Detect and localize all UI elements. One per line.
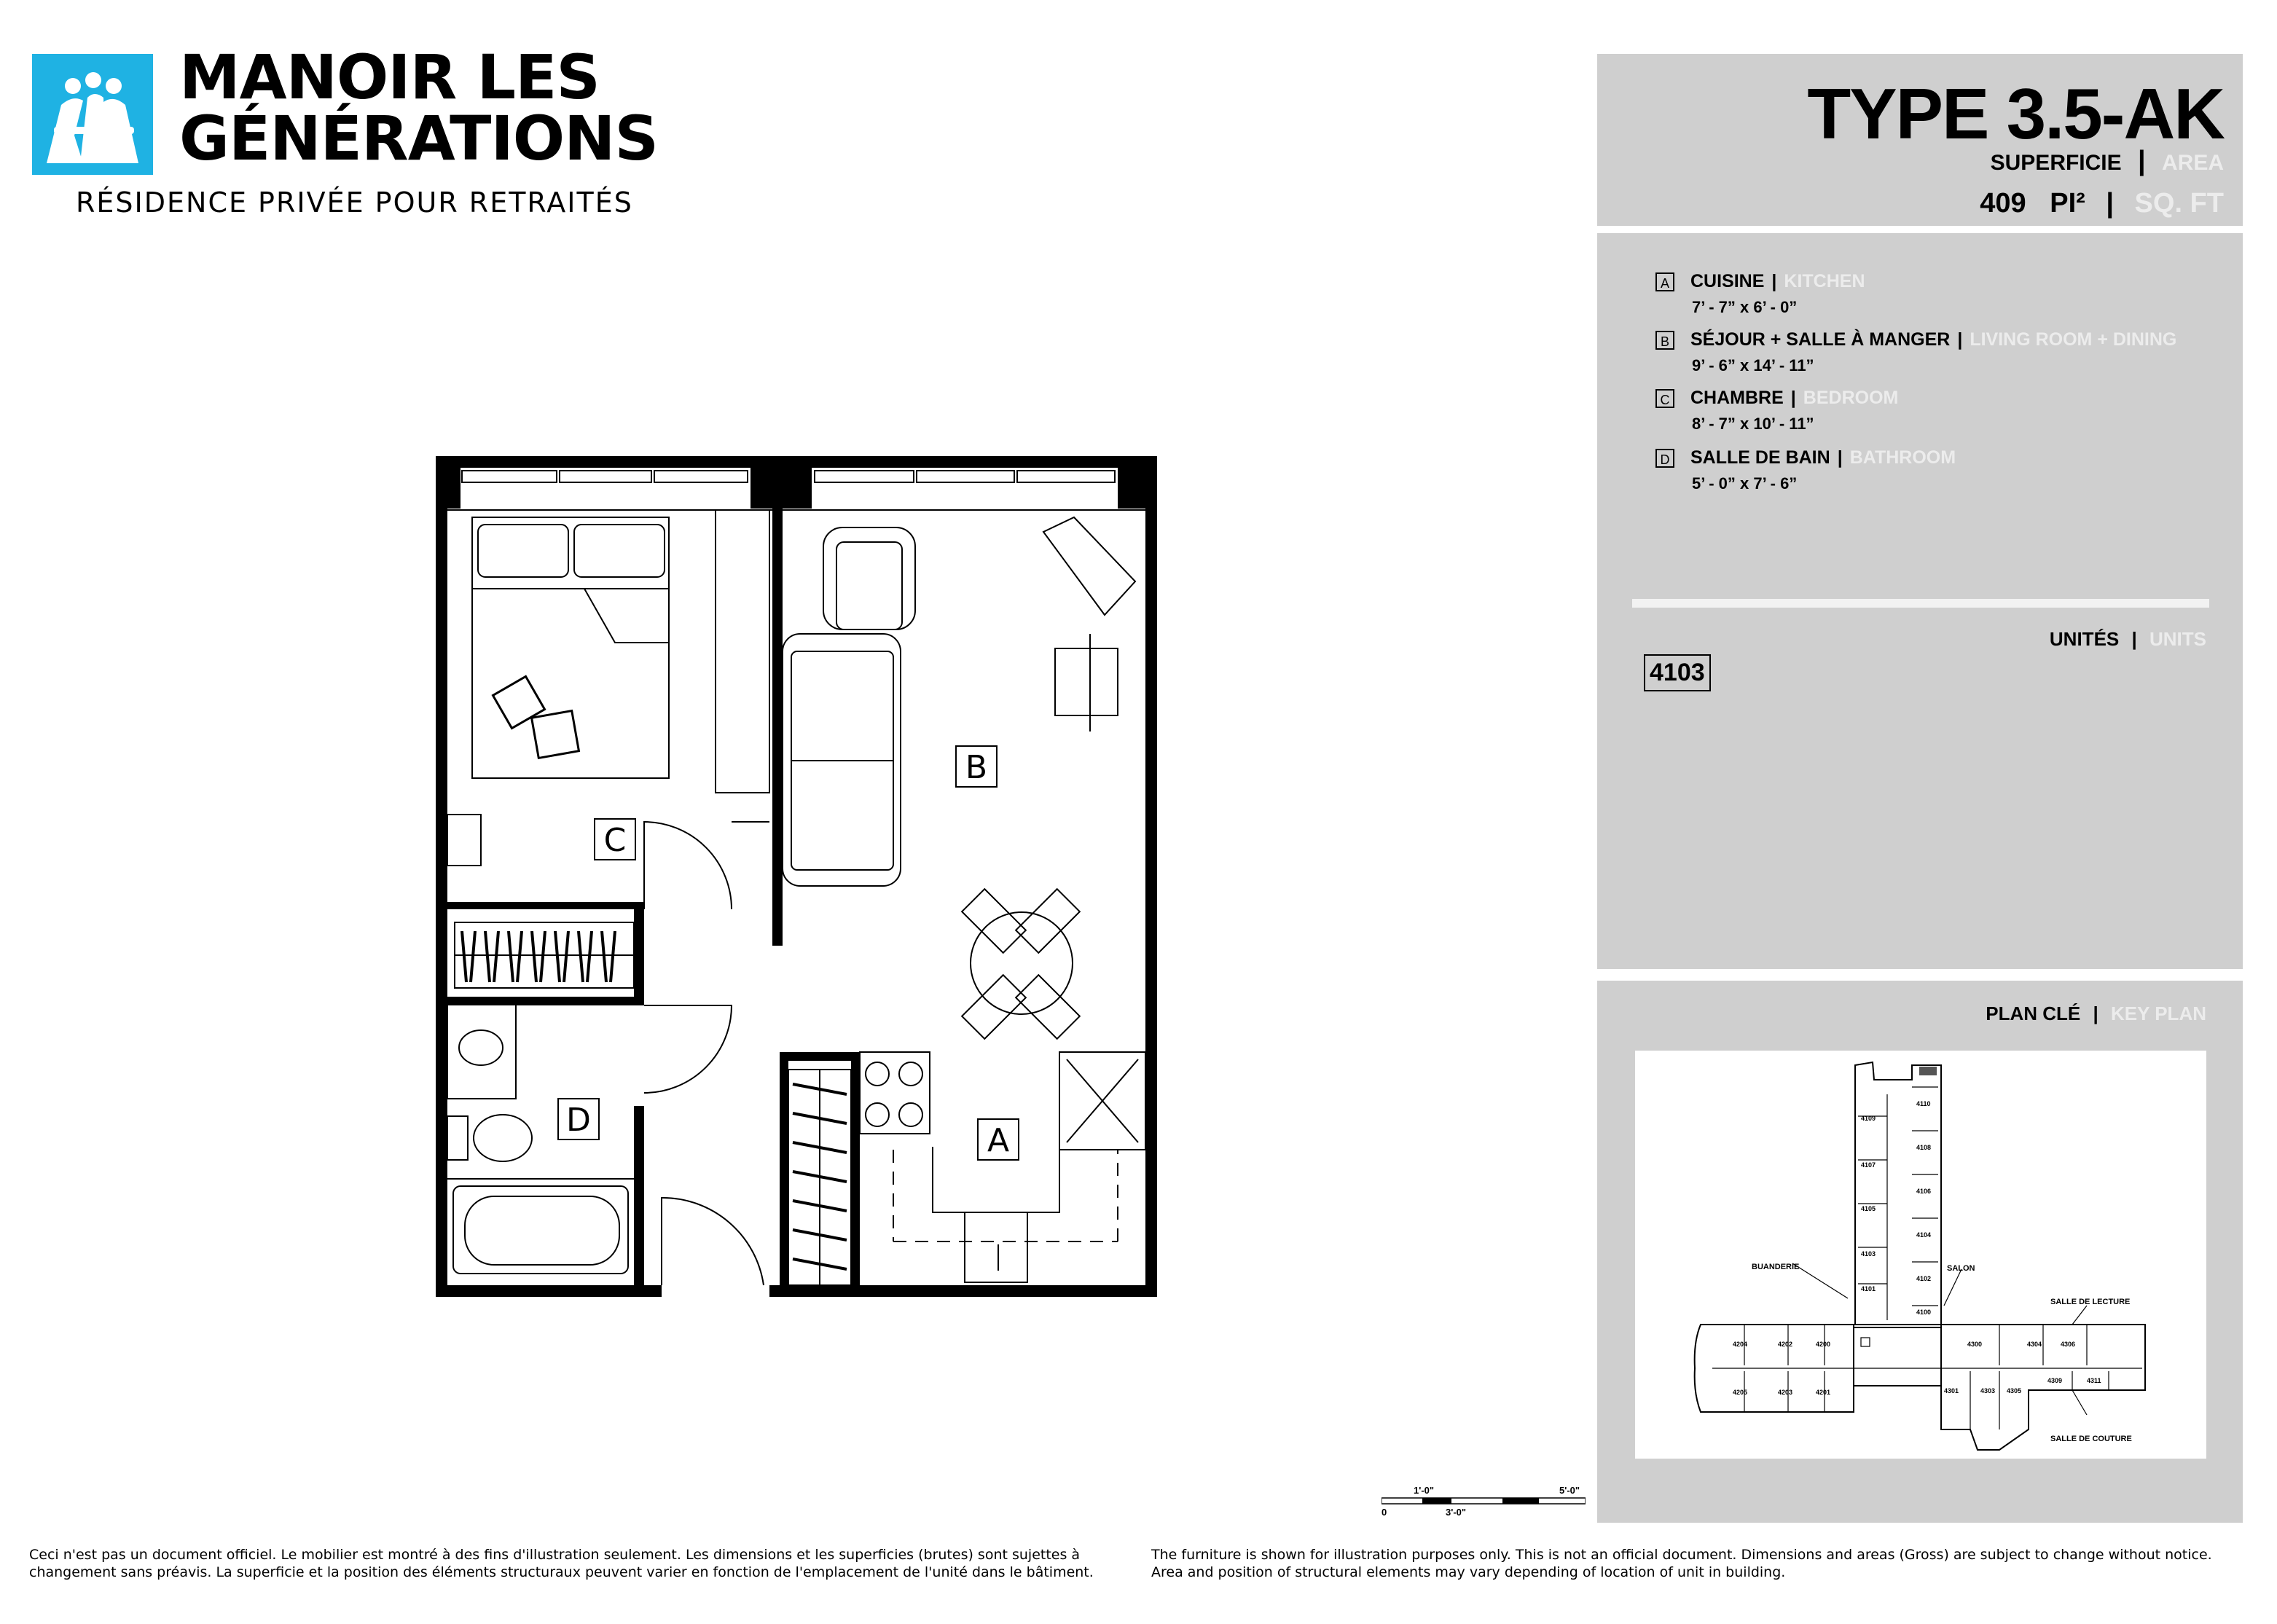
key-unit-4200: 4200 (1816, 1341, 1831, 1348)
key-unit-4102: 4102 (1916, 1275, 1932, 1282)
room-name-en: BEDROOM (1803, 388, 1899, 408)
key-unit-4203: 4203 (1778, 1389, 1793, 1396)
key-label-salon: SALON (1947, 1264, 1975, 1273)
plan-label-d: D (566, 1102, 591, 1139)
scale-bar (1382, 1483, 1586, 1520)
brand-title-line2: GÉNÉRATIONS (179, 103, 658, 174)
area-label: SUPERFICIE | AREA (1990, 146, 2224, 176)
room-dimensions: 5’ - 0” x 7’ - 6” (1692, 474, 1798, 493)
plan-label-b: B (965, 749, 988, 786)
people-logo-icon (32, 54, 153, 175)
key-unit-4311: 4311 (2087, 1377, 2101, 1384)
room-item-living: B SÉJOUR + SALLE À MANGER | LIVING ROOM + DINING 9’ - 6” x 14’ - 11” (1655, 329, 2176, 375)
units-label-fr: UNITÉS (2049, 628, 2120, 650)
room-item-bedroom: C CHAMBRE | BEDROOM 8’ - 7” x 10’ - 11” (1655, 388, 1898, 434)
room-dimensions: 7’ - 7” x 6’ - 0” (1692, 298, 1798, 316)
key-plan-label-en: KEY PLAN (2111, 1003, 2206, 1024)
floor-plan-svg (430, 450, 1159, 1303)
room-letter-badge: B (1655, 331, 1674, 350)
key-plan-drawing (1635, 1051, 2206, 1459)
unit-type-title: TYPE 3.5-AK (1807, 74, 2224, 154)
key-unit-4202: 4202 (1778, 1341, 1793, 1348)
room-dimensions: 9’ - 6” x 14’ - 11” (1692, 356, 1814, 374)
key-label-lecture: SALLE DE LECTURE (2050, 1298, 2131, 1306)
key-unit-4300: 4300 (1967, 1341, 1983, 1348)
key-unit-4301: 4301 (1944, 1387, 1959, 1394)
key-unit-4109: 4109 (1861, 1115, 1876, 1122)
area-label-fr: SUPERFICIE (1990, 151, 2122, 175)
room-name-en: LIVING ROOM + DINING (1970, 329, 2177, 350)
area-label-en: AREA (2161, 151, 2224, 175)
plan-label-c: C (603, 822, 627, 859)
room-letter-badge: C (1655, 389, 1674, 408)
key-unit-4201: 4201 (1816, 1389, 1831, 1396)
divider (1632, 599, 2209, 608)
brand-title (179, 42, 658, 174)
area-value: 409 (1980, 188, 2026, 219)
room-letter-badge: D (1655, 449, 1674, 468)
room-item-bathroom: D SALLE DE BAIN | BATHROOM 5’ - 0” x 7’ - 6” (1655, 447, 1956, 493)
key-unit-4101: 4101 (1861, 1285, 1876, 1292)
room-name-fr: SÉJOUR + SALLE À MANGER (1690, 329, 1951, 350)
disclaimer-fr: Ceci n'est pas un document officiel. Le mobilier est montré à des fins d'illustration seulement. Les dimensions et les superficies (brutes) sont sujettes à changement sans préavis. La superficie et la position des éléments structuraux peuvent varier en fonction de l'emplacement de l'unité dans le bâtiment. (29, 1547, 1094, 1580)
key-unit-4306: 4306 (2061, 1341, 2076, 1348)
key-plan-label-fr: PLAN CLÉ (1986, 1003, 2081, 1024)
key-unit-4108: 4108 (1916, 1144, 1932, 1151)
brand-subtitle: RÉSIDENCE PRIVÉE POUR RETRAITÉS (76, 187, 633, 219)
room-letter-badge: A (1655, 272, 1674, 291)
scale-label-5ft: 5'-0" (1559, 1485, 1580, 1496)
room-name-en: BATHROOM (1849, 447, 1956, 468)
room-name-fr: CHAMBRE (1690, 388, 1784, 408)
key-unit-4105: 4105 (1861, 1205, 1876, 1212)
key-label-couture: SALLE DE COUTURE (2050, 1435, 2132, 1443)
key-unit-4104: 4104 (1916, 1231, 1932, 1239)
room-name-fr: CUISINE (1690, 271, 1765, 291)
brand-logo (32, 54, 153, 175)
type-panel (1597, 54, 2243, 226)
unit-number-badge: 4103 (1644, 654, 1711, 691)
key-unit-4204: 4204 (1733, 1341, 1748, 1348)
room-dimensions: 8’ - 7” x 10’ - 11” (1692, 415, 1814, 433)
units-label-en: UNITS (2149, 628, 2206, 650)
key-unit-4205: 4205 (1733, 1389, 1748, 1396)
scale-label-0: 0 (1382, 1507, 1387, 1518)
brand-title-line1: MANOIR LES (179, 42, 600, 113)
room-item-kitchen: A CUISINE | KITCHEN 7’ - 7” x 6’ - 0” (1655, 271, 1865, 317)
key-unit-4305: 4305 (2007, 1387, 2022, 1394)
area-unit-en: SQ. FT (2134, 188, 2224, 219)
scale-label-3ft: 3'-0" (1446, 1507, 1467, 1518)
key-label-buanderie: BUANDERIE (1752, 1263, 1800, 1271)
key-plan-label: PLAN CLÉ | KEY PLAN (1986, 1003, 2206, 1024)
key-unit-4107: 4107 (1861, 1161, 1876, 1169)
key-plan-svg (1635, 1051, 2206, 1459)
units-label: UNITÉS | UNITS (2049, 628, 2206, 650)
key-unit-4103: 4103 (1861, 1250, 1876, 1258)
disclaimer-en: The furniture is shown for illustration purposes only. This is not an official document. Dimensions and areas (Gross) are subject to change without notice. Area and position of structural elements may vary depending of location of unit in building. (1151, 1547, 2212, 1580)
key-plan-panel (1597, 981, 2243, 1523)
rooms-panel (1597, 233, 2243, 969)
key-unit-4304: 4304 (2027, 1341, 2042, 1348)
room-name-fr: SALLE DE BAIN (1690, 447, 1830, 468)
key-unit-4309: 4309 (2047, 1377, 2063, 1384)
room-name-en: KITCHEN (1784, 271, 1865, 291)
area-unit-fr: PI² (2050, 188, 2085, 219)
key-unit-4110: 4110 (1916, 1100, 1931, 1107)
area-value-line: 409 PI² | SQ. FT (1980, 188, 2224, 219)
scale-label-1ft: 1'-0" (1414, 1485, 1435, 1496)
plan-label-a: A (987, 1122, 1010, 1159)
key-unit-4303: 4303 (1980, 1387, 1996, 1394)
key-unit-4100: 4100 (1916, 1309, 1932, 1316)
floor-plan (430, 450, 1159, 1303)
key-unit-4106: 4106 (1916, 1188, 1932, 1195)
